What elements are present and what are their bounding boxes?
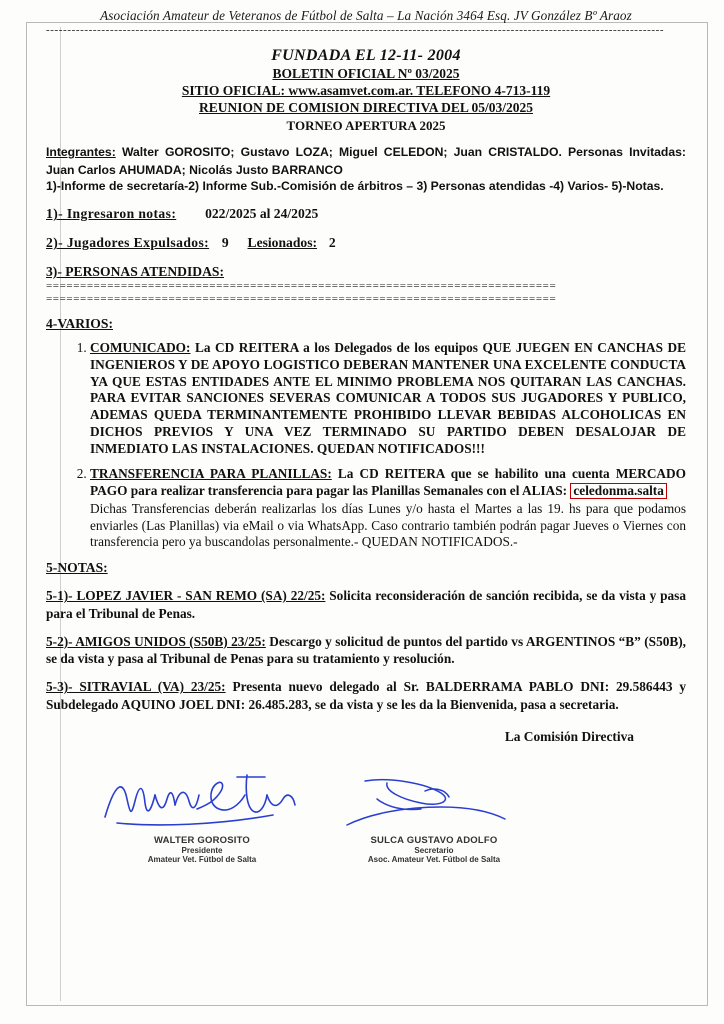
attended-rule-1: ===========================================================================	[46, 284, 557, 293]
comunicado-intro: La CD REITERA a los Delegados de los equipos	[190, 340, 483, 356]
expelled-value: 9	[221, 235, 229, 251]
transferencia-account-text: cuenta MERCADO PAGO para realizar transferencia para pagar las Planillas Semanales con el ALIAS:	[90, 466, 686, 499]
transferencia-heading: TRANSFERENCIA PARA PLANILLAS:	[90, 466, 332, 482]
nota-2-body: Descargo y solicitud de puntos del partido vs ARGENTINOS “B” (S50B), se da vista y pasa al Tribunal de Penas para su tratamiento y resolución.	[46, 633, 687, 667]
members-label: Integrantes:	[46, 145, 116, 159]
association-header: Asociación Amateur de Veteranos de Fútbol de Salta – La Nación 3464 Esq. JV González Bº Araoz	[100, 8, 632, 23]
president-org: Amateur Vet. Fútbol de Salta	[147, 854, 257, 864]
president-role: Presidente	[181, 845, 223, 855]
handwritten-signature-icon	[97, 765, 307, 835]
secretary-role: Secretario	[414, 845, 454, 855]
incoming-notes-value: 022/2025 al 24/2025	[205, 206, 319, 222]
transferencia-intro: La CD REITERA que se habilito una	[331, 466, 573, 482]
notas-title: 5-NOTAS:	[46, 560, 108, 576]
incoming-notes-label: 1)- Ingresaron notas:	[46, 206, 177, 222]
expelled-row	[46, 235, 686, 251]
tournament-line: TORNEO APERTURA 2025	[286, 118, 446, 133]
president-name: WALTER GOROSITO	[153, 834, 251, 846]
nota-1-head: 5-1)- LOPEZ JAVIER - SAN REMO (SA) 22/25:	[46, 588, 326, 604]
document-content	[46, 0, 686, 901]
members-list: Walter GOROSITO; Gustavo LOZA; Miguel CELEDON; Juan CRISTALDO. Personas Invitadas: Juan Carlos AHUMADA; Nicolás Justo BARRANCO	[46, 145, 686, 177]
incoming-notes-row	[46, 206, 686, 222]
title-block	[46, 47, 686, 134]
nota-item-2	[46, 633, 686, 668]
nota-item-1	[46, 587, 686, 622]
founded-title: FUNDADA EL 12-11- 2004	[271, 47, 461, 64]
nota-1-body: Solicita reconsideración de sanción recibida, se da vista y pasa para el Tribunal de Penas.	[46, 588, 686, 621]
header-dashed-rule: -------------------------------------------------------------------------------------------------------------------------------------------------	[46, 24, 665, 36]
secretary-name: SULCA GUSTAVO ADOLFO	[370, 834, 498, 846]
bulletin-title: BOLETIN OFICIAL Nº 03/2025	[272, 66, 460, 81]
nota-3-head: 5-3)- SITRAVIAL (VA) 23/25:	[46, 679, 226, 695]
varios-title: 4-VARIOS:	[46, 316, 113, 332]
handwritten-signature-icon	[329, 773, 539, 835]
expelled-label: 2)- Jugadores Expulsados:	[46, 235, 210, 251]
varios-item-comunicado	[90, 340, 686, 457]
agenda-line: 1)-Informe de secretaría-2) Informe Sub.-Comisión de árbitros – 3) Personas atendidas -4) Varios- 5)-Notas.	[46, 179, 664, 194]
comunicado-body: QUE JUEGEN EN CANCHAS DE INGENIEROS Y DE APOYO LOGISTICO DEBERAN MANTENER UNA EXCELENTE CONDUCTA YA QUE ESTAS ENTIDADES ANTE EL MINIMO PROBLEMA NOS QUITARAN LAS CANCHAS. PARA EVITAR SANCIONES SEVERAS COMUNICAR A TODOS SUS JUGADORES Y PUBLICO, ADEMAS QUEDA TERMINANTEMENTE PROHIBIDO LLEVAR BEBIDAS ALCOHOLICAS EN DICHOS PREVIOS Y UNA VEZ TERMINADO SU PARTIDO DEBEN DESALOJAR DE INMEDIATO LAS INSTALACIONES. QUEDAN NOTIFICADOS!!!	[90, 340, 686, 456]
alias-highlight: celedonma.salta	[570, 483, 666, 499]
secretary-org: Asoc. Amateur Vet. Fútbol de Salta	[367, 854, 501, 864]
members-paragraph	[46, 143, 686, 178]
commission-signature-label: La Comisión Directiva	[504, 728, 634, 744]
nota-item-3	[46, 678, 686, 713]
attended-persons-title: 3)- PERSONAS ATENDIDAS:	[46, 264, 224, 280]
nota-3-body: Presenta nuevo delegado al Sr. BALDERRAMA PABLO DNI: 29.586443 y Subdelegado AQUINO JOEL DNI: 26.485.283, se da vista y se les da la Bienvenida, pasa a secretaria.	[46, 679, 686, 712]
injured-label: Lesionados:	[247, 235, 318, 251]
signatures-area	[46, 751, 686, 901]
official-site-line: SITIO OFICIAL: www.asamvet.com.ar. TELEFONO 4-713-119	[181, 83, 551, 98]
injured-value: 2	[328, 235, 336, 251]
meeting-line: REUNION DE COMISION DIRECTIVA DEL 05/03/2025	[199, 100, 533, 115]
transferencia-details: Dichas Transferencias deberán realizarlas los días Lunes y/o hasta el Martes a las 19. hs para que podamos enviarles (Las Planillas) via eMail o via WhatsApp. Caso contrario también podrán pagar Jueves o Viernes con transferencia pero ya buscandolas personalmente.- QUEDAN NOTIFICADOS.-	[90, 500, 686, 550]
signature-president	[92, 765, 312, 864]
nota-2-head: 5-2)- AMIGOS UNIDOS (S50B) 23/25:	[46, 633, 266, 649]
comunicado-heading: COMUNICADO:	[90, 340, 191, 356]
varios-item-transferencia	[90, 466, 686, 551]
varios-list	[46, 340, 686, 551]
attended-rule-2: ===========================================================================	[46, 297, 557, 306]
signature-secretary	[324, 773, 544, 864]
